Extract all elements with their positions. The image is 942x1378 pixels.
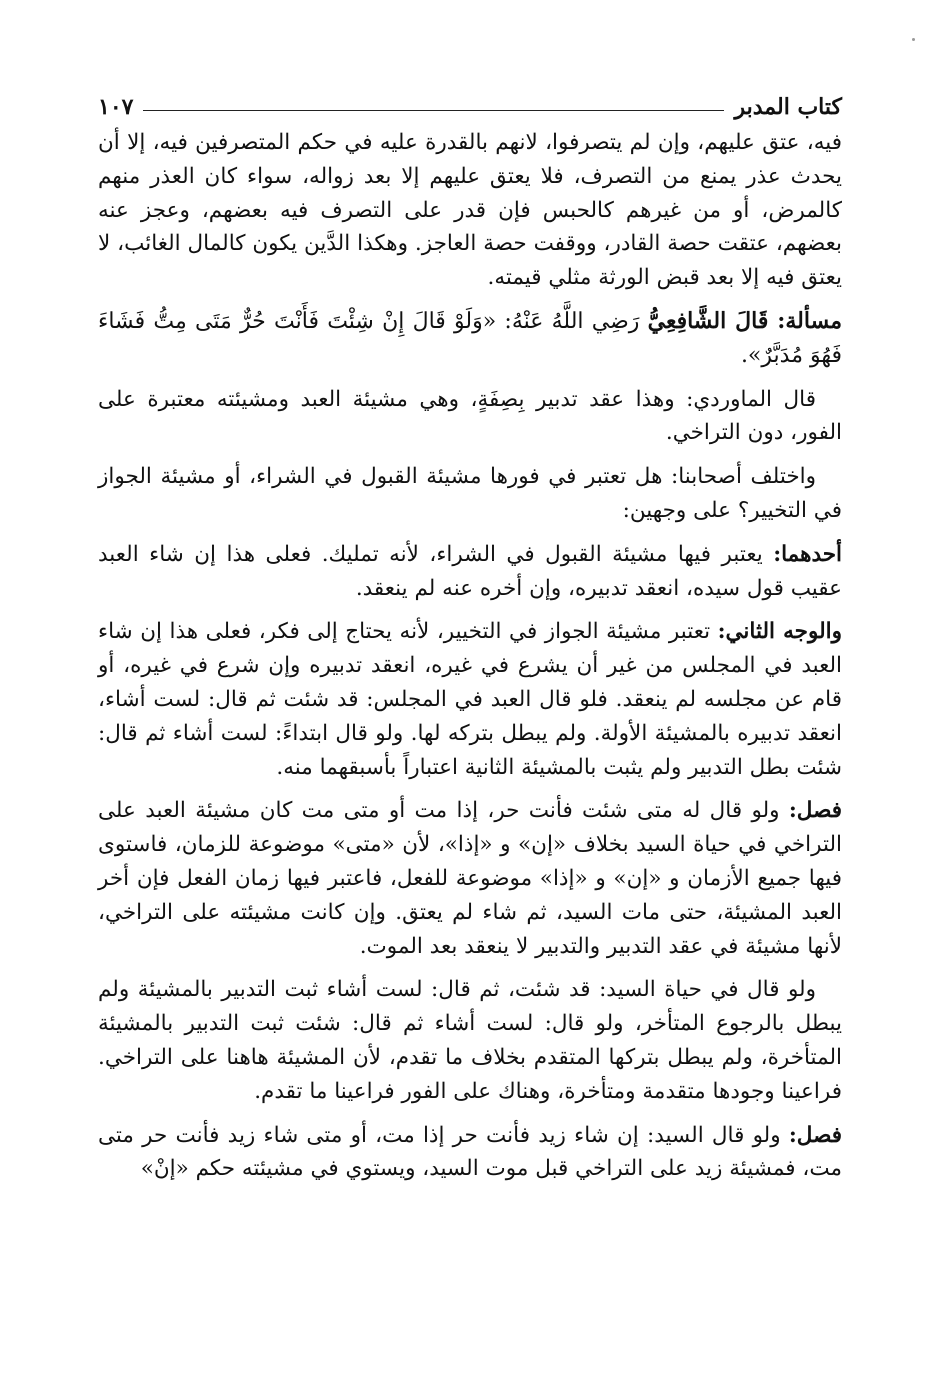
paragraph-9-fasl (98, 1119, 842, 1187)
chapter-title: كتاب المدبر (734, 94, 842, 120)
paragraph-lead: فصل: (788, 798, 842, 824)
page-number: ١٠٧ (98, 94, 134, 120)
header-rule (143, 110, 724, 111)
paragraph-text: يعتبر فيها مشيئة القبول في الشراء، لأنه تمليك. فعلى هذا إن شاء العبد عقيب قول سيده، انعقد تدبيره، وإن أخره عنه لم ينعقد. (98, 541, 842, 601)
paragraph-text: ولو قال له متى شئت فأنت حر، إذا مت أو متى مت كان مشيئة العبد على التراخي في حياة السيد بخلاف «إن» و «إذا»، لأن «متى» موضوعة للزمان، فاستوى فيها جميع الأزمان و «إن» و «إذا» موضوعة للفعل، فاعتبر فيها زمان الفعل فإن أخر العبد المشيئة، حتى مات السيد، ثم شاء لم يعتق. وإن كانت مشيئته على التراخي، لأنها مشيئة في عقد التدبير والتدبير لا ينعقد بعد الموت. (98, 798, 842, 959)
paragraph-text: ولو قال في حياة السيد: قد شئت، ثم قال: لست أشاء ثبت التدبير بالمشيئة ولم يبطل بالرجوع المتأخر، ولو قال: لست أشاء ثم قال: شئت ثبت التدبير بالمشيئة المتأخرة، ولم يبطل بتركها المتقدم بخلاف ما تقدم، لأن المشيئة هاهنا على التراخي. فراعينا وجودها متقدمة ومتأخرة، وهناك على الفور فراعينا ما تقدم. (98, 977, 842, 1104)
paragraph-3 (98, 383, 842, 451)
paragraph-6 (98, 615, 842, 784)
paragraph-7-fasl (98, 794, 842, 963)
paragraph-text: ولو قال السيد: إن شاء زيد فأنت حر إذا مت، أو متى شاء زيد فأنت حر متى مت، فمشيئة زيد على التراخي قبل موت السيد، ويستوي في مشيئته حكم «إنْ» (98, 1122, 842, 1182)
paragraph-lead: أحدهما: (773, 541, 842, 567)
paragraph-text: قال الماوردي: وهذا عقد تدبير بِصِفَةٍ، وهي مشيئة العبد ومشيئته معتبرة على الفور، دون التراخي. (98, 386, 842, 446)
paragraph-text: رَضِي اللَّهُ عَنْهُ: «وَلَوْ قَالَ إِنْ شِئْتَ فَأَنْتَ حُرٌّ مَتَى مِتُّ فَشَاءَ فَهُوَ مُدَبَّرٌ». (98, 308, 842, 368)
paragraph-lead: فصل: (788, 1122, 842, 1148)
paragraph-8 (98, 973, 842, 1108)
page-body (98, 126, 842, 1196)
page-mark (912, 38, 915, 41)
running-header (98, 92, 842, 122)
paragraph-text: فيه، عتق عليهم، وإن لم يتصرفوا، لانهم بالقدرة عليه في حكم المتصرفين فيه، إلا أن يحدث عذر يمنع من التصرف، فلا يعتق عليهم إلا بعد زواله، سواء كان العذر منهم كالمرض، أو من غيرهم كالحبس فإن قدر على التصرف فيه بعضهم، وعجز عنه بعضهم، عتقت حصة القادر، ووقفت حصة العاجز. وهكذا الدَّين يكون كالمال الغائب، لا يعتق فيه إلا بعد قبض الورثة مثلي قيمته. (98, 130, 842, 291)
paragraph-text: واختلف أصحابنا: هل تعتبر في فورها مشيئة القبول في الشراء، أو مشيئة الجواز في التخيير؟ على وجهين: (98, 464, 842, 523)
paragraph-lead: مسألة: قَالَ الشَّافِعِيُّ (647, 307, 842, 334)
paragraph-4 (98, 460, 842, 528)
paragraph-lead: والوجه الثاني: (717, 619, 842, 645)
paragraph-5 (98, 538, 842, 606)
paragraph-text: تعتبر مشيئة الجواز في التخيير، لأنه يحتاج إلى فكر، فعلى هذا إن شاء العبد في المجلس من غير أن يشرع في غيره، انعقد تدبيره وإن شرع في غيره، أو قام عن مجلسه لم ينعقد. فلو قال العبد في المجلس: قد شئت ثم قال: لست أشاء، انعقد تدبيره بالمشيئة الأولة. ولم يبطل بتركه لها. ولو قال ابتداءً: لست أشاء ثم قال: شئت بطل التدبير ولم يثبت بالمشيئة الثانية اعتباراً بأسبقهما منه. (98, 619, 842, 780)
paragraph-1 (98, 126, 842, 295)
paragraph-2-mas-ala (98, 305, 842, 373)
